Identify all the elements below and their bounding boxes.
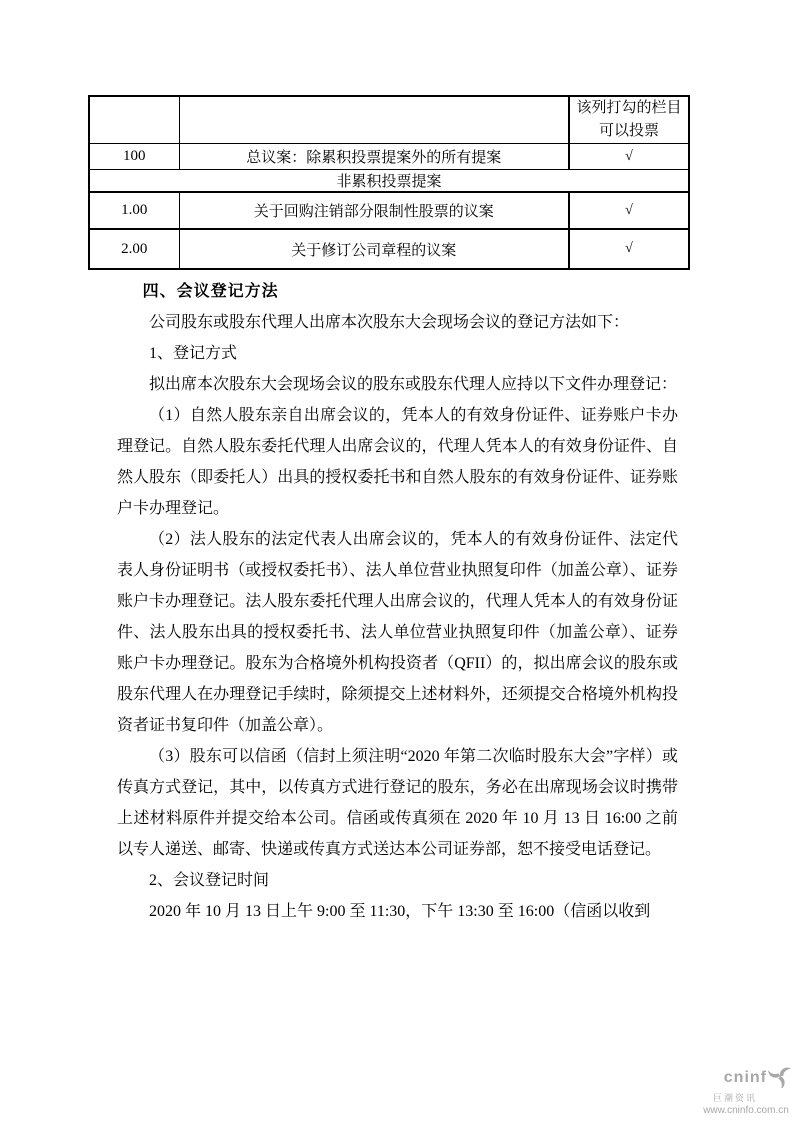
table-header-row — [89, 96, 689, 144]
vote-check: √ — [569, 144, 689, 170]
cninfo-watermark — [700, 1064, 792, 1116]
header-name-cell — [179, 96, 569, 144]
paragraph: 1、登记方式 — [149, 345, 238, 362]
document-body — [117, 276, 678, 927]
section-heading: 四、会议登记方法 — [142, 283, 279, 300]
proposal-code: 100 — [89, 144, 179, 170]
section-label: 非累积投票提案 — [89, 170, 689, 193]
proposal-voting-table — [88, 95, 690, 270]
table-row — [89, 144, 689, 170]
cninfo-url: www.cninfo.com.cn — [703, 1105, 789, 1116]
table-section-row — [89, 170, 689, 193]
header-vote-cell: 该列打勾的栏目可以投票 — [569, 96, 689, 144]
paragraph: （1）自然人股东亲自出席会议的，凭本人的有效身份证件、证券账户卡办理登记。自然人股东委托代理人出席会议的，代理人凭本人的有效身份证件、自然人股东（即委托人）出具的授权委托书和自然人股东的有效身份证件、证券账户卡办理登记。 — [117, 407, 678, 517]
table-row — [89, 229, 689, 269]
proposal-code: 1.00 — [89, 192, 179, 229]
proposal-name: 关于修订公司章程的议案 — [179, 229, 569, 269]
cninfo-brand-name: 巨潮资讯 — [712, 1093, 757, 1103]
proposal-code: 2.00 — [89, 229, 179, 269]
paragraph: 公司股东或股东代理人出席本次股东大会现场会议的登记方法如下： — [149, 314, 630, 331]
proposal-name: 关于回购注销部分限制性股票的议案 — [179, 192, 569, 229]
paragraph: （3）股东可以信函（信封上须注明“2020 年第二次临时股东大会”字样）或传真方式登记，其中，以传真方式进行登记的股东，务必在出席现场会议时携带上述材料原件并提交给本公司。信函或传真须在 2020 年 10 月 13 日 16:00 之前以专人递送、邮寄、快递或传真方式送达本公司证券部，恕不接受电话登记。 — [117, 748, 678, 858]
paragraph: （2）法人股东的法定代表人出席会议的，凭本人的有效身份证件、法定代表人身份证明书（或授权委托书）、法人单位营业执照复印件（加盖公章）、证券账户卡办理登记。法人股东委托代理人出席会议的，代理人凭本人的有效身份证件、法人股东出具的授权委托书、法人单位营业执照复印件（加盖公章）、证券账户卡办理登记。股东为合格境外机构投资者（QFII）的，拟出席会议的股东或股东代理人在办理登记手续时，除须提交上述材料外，还须提交合格境外机构投资者证书复印件（加盖公章）。 — [117, 531, 678, 734]
paragraph: 拟出席本次股东大会现场会议的股东或股东代理人应持以下文件办理登记： — [149, 376, 678, 393]
header-code-cell — [89, 96, 179, 144]
paragraph: 2、会议登记时间 — [149, 872, 270, 889]
vote-check: √ — [569, 229, 689, 269]
cninfo-logo-text: cninf — [723, 1069, 767, 1086]
cninfo-swirl-icon — [768, 1064, 792, 1092]
table-row — [89, 192, 689, 229]
proposal-name: 总议案：除累积投票提案外的所有提案 — [179, 144, 569, 170]
paragraph: 2020 年 10 月 13 日上午 9:00 至 11:30，下午 13:30 至 16:00（信函以收到 — [149, 903, 651, 920]
vote-check: √ — [569, 192, 689, 229]
